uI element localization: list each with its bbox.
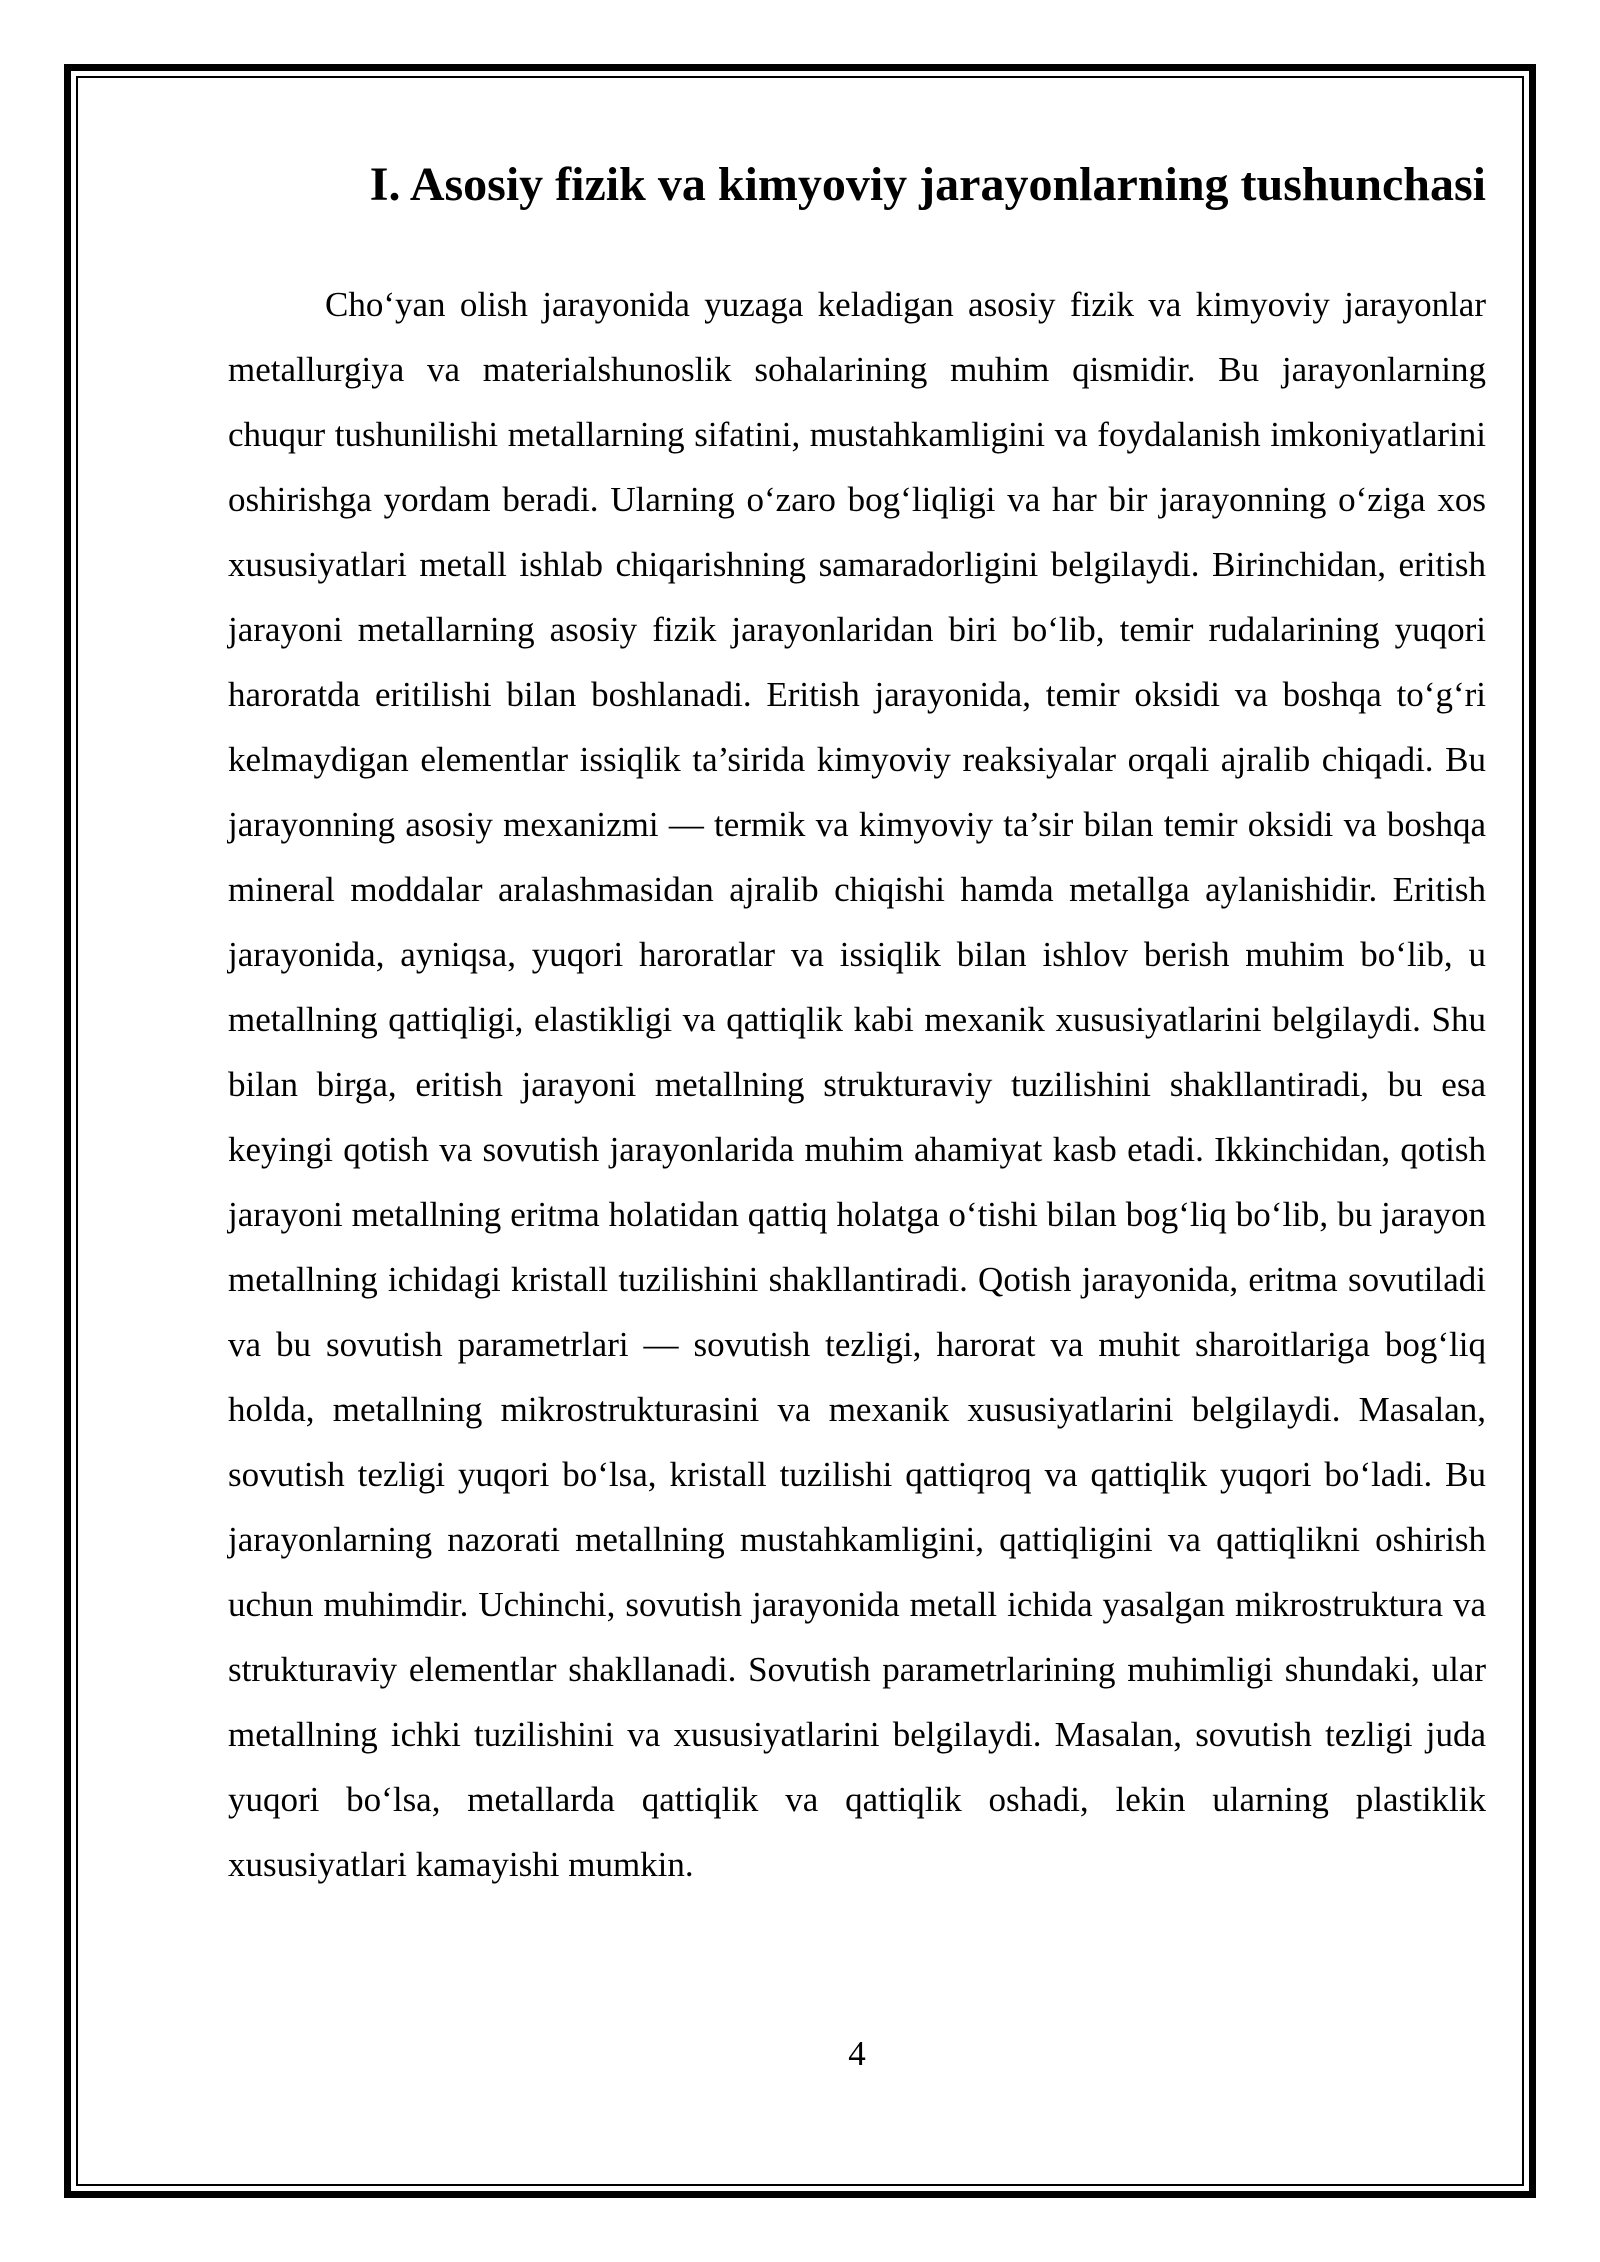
section-title: I. Asosiy fizik va kimyoviy jarayonlarning tushunchasi: [369, 158, 1486, 211]
document-content: [228, 150, 1486, 1897]
body-paragraph: Cho‘yan olish jarayonida yuzaga keladigan asosiy fizik va kimyoviy jarayonlar metallurgiya va materialshunoslik sohalarining muhim qismidir. Bu jarayonlarning chuqur tushunilishi metallarning sifatini, mustahkamligini va foydalanish imkoniyatlarini oshirishga yordam beradi. Ularning o‘zaro bog‘liqligi va har bir jarayonning o‘ziga xos xususiyatlari metall ishlab chiqarishning samaradorligini belgilaydi. Birinchidan, eritish jarayoni metallarning asosiy fizik jarayonlaridan biri bo‘lib, temir rudalarining yuqori haroratda eritilishi bilan boshlanadi. Eritish jarayonida, temir oksidi va boshqa to‘g‘ri kelmaydigan elementlar issiqlik ta’sirida kimyoviy reaksiyalar orqali ajralib chiqadi. Bu jarayonning asosiy mexanizmi — termik va kimyoviy ta’sir bilan temir oksidi va boshqa mineral moddalar aralashmasidan ajralib chiqishi hamda metallga aylanishidir. Eritish jarayonida, ayniqsa, yuqori haroratlar va issiqlik bilan ishlov berish muhim bo‘lib, u metallning qattiqligi, elastikligi va qattiqlik kabi mexanik xususiyatlarini belgilaydi. Shu bilan birga, eritish jarayoni metallning strukturaviy tuzilishini shakllantiradi, bu esa keyingi qotish va sovutish jarayonlarida muhim ahamiyat kasb etadi. Ikkinchidan, qotish jarayoni metallning eritma holatidan qattiq holatga o‘tishi bilan bog‘liq bo‘lib, bu jarayon metallning ichidagi kristall tuzilishini shakllantiradi. Qotish jarayonida, eritma sovutiladi va bu sovutish parametrlari — sovutish tezligi, harorat va muhit sharoitlariga bog‘liq holda, metallning mikrostrukturasini va mexanik xususiyatlarini belgilaydi. Masalan, sovutish tezligi yuqori bo‘lsa, kristall tuzilishi qattiqroq va qattiqlik yuqori bo‘ladi. Bu jarayonlarning nazorati metallning mustahkamligini, qattiqligini va qattiqlikni oshirish uchun muhimdir. Uchinchi, sovutish jarayonida metall ichida yasalgan mikrostruktura va strukturaviy elementlar shakllanadi. Sovutish parametrlarining muhimligi shundaki, ular metallning ichki tuzilishini va xususiyatlarini belgilaydi. Masalan, sovutish tezligi juda yuqori bo‘lsa, metallarda qattiqlik va qattiqlik oshadi, lekin ularning plastiklik xususiyatlari kamayishi mumkin.: [228, 285, 1486, 1884]
page-number: 4: [848, 2034, 866, 2073]
